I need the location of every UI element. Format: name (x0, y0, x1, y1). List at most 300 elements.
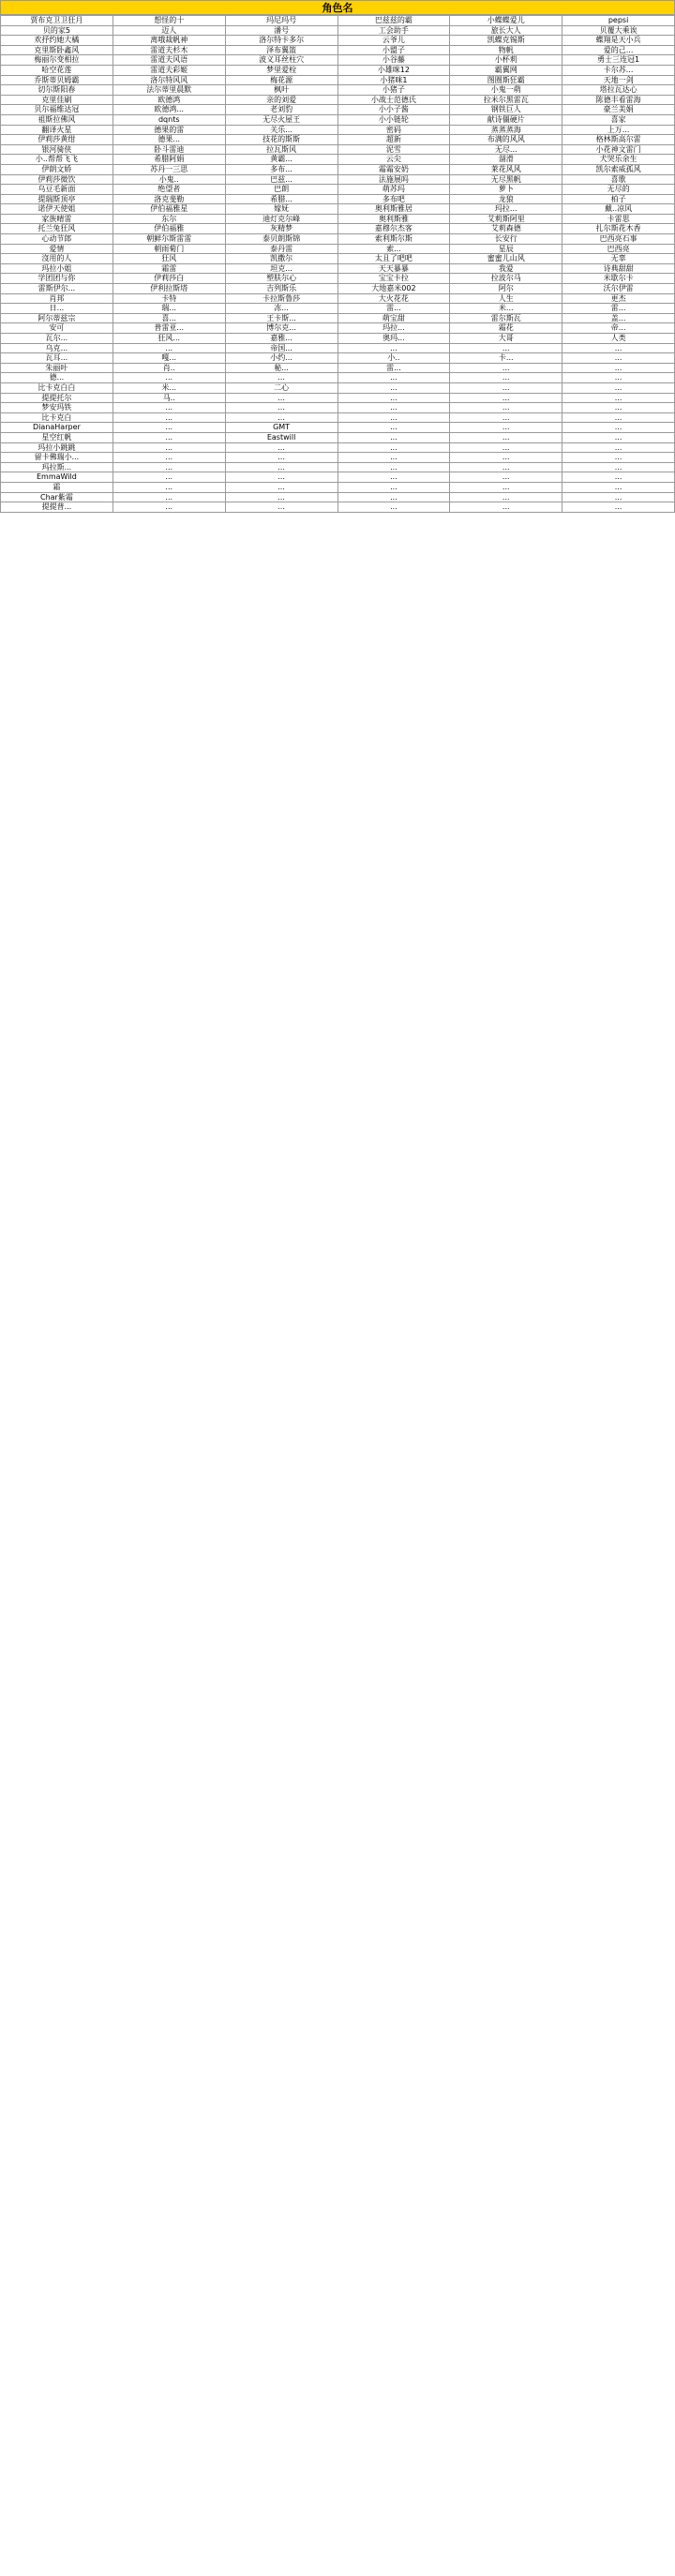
grid-cell: 凯撒尔 (226, 254, 338, 264)
grid-cell: 喜歌 (562, 175, 675, 186)
grid-cell: 伊莉莎黄绀 (1, 135, 113, 145)
grid-cell: ... (338, 493, 451, 503)
grid-cell: 卡拉斯鲁莎 (226, 294, 338, 305)
grid-cell: ... (562, 493, 675, 503)
grid-cell: 家族晴雷 (1, 215, 113, 225)
grid-cell: 技花的斯斯 (226, 135, 338, 145)
grid-cell: 太且了吧吧 (338, 254, 451, 264)
grid-cell: 玛拉小姐 (1, 264, 113, 275)
grid-cell: ... (450, 423, 562, 433)
grid-cell: 龙狼 (450, 195, 562, 205)
grid-cell: 哈空花莲 (1, 66, 113, 76)
grid-cell: ... (450, 493, 562, 503)
grid-cell: 潘号 (226, 26, 338, 37)
grid-cell: ... (450, 453, 562, 463)
grid-cell: ... (113, 483, 226, 493)
grid-cell: 多布... (226, 165, 338, 175)
grid-cell: 肖.. (113, 364, 226, 374)
grid-cell: 吉列斯乐 (226, 284, 338, 294)
grid-cell: 小..帮帮飞飞 (1, 155, 113, 165)
grid-cell: 瓦尔... (1, 334, 113, 344)
grid-cell: ... (338, 383, 451, 394)
grid-cell: ... (562, 394, 675, 404)
grid-cell: 留卡佛瑞小... (1, 453, 113, 463)
grid-cell: 梅花源 (226, 76, 338, 86)
grid-cell: 玛拉... (338, 323, 451, 334)
grid-cell: 贝尔福维达冠 (1, 105, 113, 115)
grid-cell: ... (113, 463, 226, 473)
grid-cell: 玛拉斯... (1, 463, 113, 473)
grid-cell: ... (226, 403, 338, 413)
grid-cell: 拉瓦斯风 (226, 145, 338, 156)
grid-cell: 戴..凉风 (562, 204, 675, 215)
grid-cell: ... (450, 373, 562, 383)
grid-cell: 洛克斐勒 (113, 195, 226, 205)
grid-cell: 泽布翼篮 (226, 46, 338, 56)
grid-cell: 离哦裁帆神 (113, 36, 226, 46)
grid-cell: ... (226, 463, 338, 473)
grid-cell: 朝鲜尔斯雷雷 (113, 234, 226, 245)
grid-cell: 想怪的十 (113, 16, 226, 26)
grid-cell: ... (450, 344, 562, 354)
grid-cell: 溜滑 (450, 155, 562, 165)
grid-cell: 柏子 (562, 195, 675, 205)
grid-cell: 希腊... (226, 195, 338, 205)
grid-cell: 贝覆大乘诶 (562, 26, 675, 37)
grid-cell: 卡... (450, 353, 562, 364)
grid-cell: 切尔斯阳春 (1, 85, 113, 96)
grid-cell: 霜霜安奶 (338, 165, 451, 175)
grid-cell: ... (338, 394, 451, 404)
grid-cell: ... (113, 493, 226, 503)
grid-cell: 雷道夫杉木 (113, 46, 226, 56)
grid-cell: ... (338, 344, 451, 354)
grid-cell: 朱丽叶 (1, 364, 113, 374)
grid-cell: 冻... (226, 304, 338, 314)
grid-cell: Char紫霜 (1, 493, 113, 503)
grid-cell: 洛尔特风风 (113, 76, 226, 86)
grid-cell: 乌豆毛新面 (1, 185, 113, 195)
grid-cell: 卡特 (113, 294, 226, 305)
grid-cell: 伊莉莎微饮 (1, 175, 113, 186)
grid-cell: 伊伯福雅 (113, 224, 226, 234)
grid-cell: ... (562, 443, 675, 454)
grid-cell: ... (113, 443, 226, 454)
grid-cell: 比卡克白 (1, 413, 113, 424)
grid-cell: 王卡斯... (226, 314, 338, 324)
grid-cell: 玛拉小跳跳 (1, 443, 113, 454)
grid-cell: 小鬼.. (113, 175, 226, 186)
grid-cell: 嘉穆尔杰客 (338, 224, 451, 234)
grid-cell: 献诗僵硬片 (450, 115, 562, 126)
grid-cell: ... (338, 423, 451, 433)
grid-cell: ... (562, 383, 675, 394)
grid-cell: EmmaWild (1, 472, 113, 483)
grid-cell: 塔拉瓦达心 (562, 85, 675, 96)
grid-cell: ... (450, 472, 562, 483)
grid-cell: ... (338, 413, 451, 424)
grid-cell: 关乐... (226, 126, 338, 136)
grid-cell: 巴西亮 (562, 245, 675, 255)
grid-cell: 扎尔斯花木香 (562, 224, 675, 234)
grid-cell: ... (450, 383, 562, 394)
grid-cell: ... (338, 463, 451, 473)
grid-cell: 艾莉斯阿里 (450, 215, 562, 225)
grid-cell: 德果的雷 (113, 126, 226, 136)
grid-cell: 大哥 (450, 334, 562, 344)
grid-cell: 钢铁巨人 (450, 105, 562, 115)
grid-cell: 雷... (338, 304, 451, 314)
grid-cell: ... (338, 502, 451, 513)
grid-cell: 嫁妩 (226, 204, 338, 215)
grid-cell: 诺伊天使姐 (1, 204, 113, 215)
grid-cell: 索利斯尔斯 (338, 234, 451, 245)
grid-cell: ... (113, 344, 226, 354)
grid-cell: 超新 (338, 135, 451, 145)
grid-cell: 莱花风风 (450, 165, 562, 175)
grid-cell: 凯蝶克锡斯 (450, 36, 562, 46)
grid-cell: 翻译火星 (1, 126, 113, 136)
grid-cell: ... (338, 453, 451, 463)
grid-cell: 欧德鸿... (113, 105, 226, 115)
grid-cell: 霸翼网 (450, 66, 562, 76)
grid-cell: 伊伯福雅星 (113, 204, 226, 215)
grid-cell: 大火花花 (338, 294, 451, 305)
grid-cell: 日... (1, 304, 113, 314)
grid-cell: 蜜蜜儿山风 (450, 254, 562, 264)
grid-cell: 无尽... (450, 145, 562, 156)
grid-cell: 提瑞斯顶亭 (1, 195, 113, 205)
grid-cell: 小蝶蝶爱儿 (450, 16, 562, 26)
grid-cell: ... (226, 453, 338, 463)
grid-cell: 旅长大人 (450, 26, 562, 37)
grid-cell: 乔斯蒂贝姆霸 (1, 76, 113, 86)
grid-cell: 凯尔索威孤风 (562, 165, 675, 175)
grid-cell: ... (562, 373, 675, 383)
grid-cell: 我爱 (450, 264, 562, 275)
grid-cell: 萌宝甜 (338, 314, 451, 324)
grid-cell: 多布吧 (338, 195, 451, 205)
grid-cell: 巴兹... (226, 175, 338, 186)
grid-cell: 雷... (338, 364, 451, 374)
grid-cell: 奥利斯雅居 (338, 204, 451, 215)
grid-cell: ... (562, 364, 675, 374)
grid-cell: 上万... (562, 126, 675, 136)
grid-cell: 伊朗文娇 (1, 165, 113, 175)
grid-cell: ... (113, 472, 226, 483)
grid-cell: 欢抒约她大橘 (1, 36, 113, 46)
grid-cell: 希腊阿娟 (113, 155, 226, 165)
grid-cell: 拉米尔黑雷瓦 (450, 96, 562, 106)
grid-cell: 阿尔蒂兹宗 (1, 314, 113, 324)
grid-cell: 欧德鸿 (113, 96, 226, 106)
grid-cell: 二心 (226, 383, 338, 394)
grid-cell: dqnts (113, 115, 226, 126)
grid-cell: 小约... (226, 353, 338, 364)
grid-cell: ... (450, 443, 562, 454)
grid-cell: 索... (338, 245, 451, 255)
grid-cell: 宝宝卡拉 (338, 274, 451, 284)
grid-cell: 奥玛... (338, 334, 451, 344)
grid-cell: 天天暴暴 (338, 264, 451, 275)
grid-cell: 小战士范德氏 (338, 96, 451, 106)
grid-cell: ... (113, 413, 226, 424)
grid-cell: 小雄咪12 (338, 66, 451, 76)
grid-cell: ... (450, 394, 562, 404)
grid-cell: 狂风 (113, 254, 226, 264)
grid-cell: 巴兹兹的霸 (338, 16, 451, 26)
grid-cell: 伊莉莎白 (113, 274, 226, 284)
grid-cell: 布满的风风 (450, 135, 562, 145)
grid-cell: ... (562, 344, 675, 354)
grid-cell: 心动节郎 (1, 234, 113, 245)
grid-cell: 奥利斯雅 (338, 215, 451, 225)
grid-cell: 提提托尔 (1, 394, 113, 404)
grid-cell: 爱情 (1, 245, 113, 255)
grid-cell: 沃尔伊雷 (562, 284, 675, 294)
grid-cell: 陈德丰看雷海 (562, 96, 675, 106)
grid-cell: 小花神文雷门 (562, 145, 675, 156)
grid-cell: 雷道夫彩姬 (113, 66, 226, 76)
grid-cell: ... (226, 483, 338, 493)
grid-cell: ... (562, 403, 675, 413)
grid-cell: ... (113, 373, 226, 383)
name-grid (0, 15, 675, 513)
grid-cell: 波义耳丝柱穴 (226, 55, 338, 66)
grid-cell: 亲的刘爱 (226, 96, 338, 106)
grid-cell: 绝望者 (113, 185, 226, 195)
grid-cell: 小.. (338, 353, 451, 364)
grid-cell: 犬哭乐余生 (562, 155, 675, 165)
grid-cell: 小盟子 (338, 46, 451, 56)
grid-cell: 蒸蒸蒸海 (450, 126, 562, 136)
grid-cell: 爱的己... (562, 46, 675, 56)
grid-cell: 枫叶 (226, 85, 338, 96)
grid-cell: ... (113, 433, 226, 443)
grid-cell: 诗典甜甜 (562, 264, 675, 275)
grid-cell: 豪兰美娟 (562, 105, 675, 115)
grid-cell: ... (450, 403, 562, 413)
grid-cell: 梦安玛铁 (1, 403, 113, 413)
grid-cell: ... (338, 443, 451, 454)
grid-cell: 雷尔斯瓦 (450, 314, 562, 324)
grid-cell: 德果... (113, 135, 226, 145)
grid-cell: 梅丽尔变相拉 (1, 55, 113, 66)
grid-cell: 博尔克... (226, 323, 338, 334)
grid-cell: DianaHarper (1, 423, 113, 433)
grid-cell: ... (226, 502, 338, 513)
grid-cell: 法尔蒂里晨默 (113, 85, 226, 96)
grid-cell: Eastwill (226, 433, 338, 443)
grid-cell: 肖邦 (1, 294, 113, 305)
grid-cell: 勇士三连冠1 (562, 55, 675, 66)
grid-cell: 迈人 (113, 26, 226, 37)
grid-cell: ... (338, 403, 451, 413)
grid-cell: 格林斯高尔雷 (562, 135, 675, 145)
grid-cell: 嘉雅... (226, 334, 338, 344)
grid-cell: 米歇尔卡 (562, 274, 675, 284)
grid-cell: 瓦耳... (1, 353, 113, 364)
grid-cell: 萝卜 (450, 185, 562, 195)
grid-cell: 迪灯克尔峰 (226, 215, 338, 225)
grid-cell: 小谷藤 (338, 55, 451, 66)
grid-cell: ... (113, 502, 226, 513)
grid-cell: 物帆 (450, 46, 562, 56)
grid-cell: 老刘豹 (226, 105, 338, 115)
grid-cell: 瑞... (113, 304, 226, 314)
grid-cell: 帝... (562, 323, 675, 334)
grid-cell: ... (113, 453, 226, 463)
grid-cell: ... (113, 423, 226, 433)
grid-cell: 玛拉... (450, 204, 562, 215)
grid-cell: 伊利拉斯塔 (113, 284, 226, 294)
grid-cell: ... (450, 413, 562, 424)
grid-cell: 泰贝朗斯锦 (226, 234, 338, 245)
grid-cell: 巴西亮石事 (562, 234, 675, 245)
grid-cell: 无尽黑帆 (450, 175, 562, 186)
grid-cell: 喜... (113, 314, 226, 324)
grid-cell: 贝的家5 (1, 26, 113, 37)
grid-cell: 安可 (1, 323, 113, 334)
grid-cell: 灰精梦 (226, 224, 338, 234)
grid-cell: 狂风... (113, 334, 226, 344)
grid-cell: 人生 (450, 294, 562, 305)
grid-cell: 拉波尔马 (450, 274, 562, 284)
grid-cell: ... (338, 433, 451, 443)
grid-cell: 沒用的人 (1, 254, 113, 264)
grid-cell: 雷道夫风语 (113, 55, 226, 66)
grid-cell: 泰丹雷 (226, 245, 338, 255)
grid-cell: 克里斯卧鑫风 (1, 46, 113, 56)
grid-cell: ... (562, 502, 675, 513)
grid-cell: 洛尔特卡多尔 (226, 36, 338, 46)
grid-cell: ... (338, 472, 451, 483)
grid-cell: ... (450, 463, 562, 473)
grid-cell: 小小子酱 (338, 105, 451, 115)
grid-cell: 银河骑侠 (1, 145, 113, 156)
grid-cell: 小杯莉 (450, 55, 562, 66)
grid-cell: 小猪子 (338, 85, 451, 96)
grid-cell: 比卡克白白 (1, 383, 113, 394)
grid-cell: 普雷亚... (113, 323, 226, 334)
grid-cell: 法施展吗 (338, 175, 451, 186)
grid-cell: 朝雨菊门 (113, 245, 226, 255)
grid-cell: ... (562, 463, 675, 473)
grid-cell: ... (562, 423, 675, 433)
grid-cell: 阿尔 (450, 284, 562, 294)
grid-cell: ... (338, 483, 451, 493)
grid-cell: 工会助手 (338, 26, 451, 37)
grid-cell: ... (562, 413, 675, 424)
grid-cell: ... (450, 433, 562, 443)
grid-cell: 托兰兔狂风 (1, 224, 113, 234)
grid-cell: ... (562, 472, 675, 483)
grid-cell: 秘... (226, 364, 338, 374)
grid-cell: 密码 (338, 126, 451, 136)
grid-cell: 泥雪 (338, 145, 451, 156)
grid-cell: 无尽火屋王 (226, 115, 338, 126)
grid-cell: ... (450, 483, 562, 493)
grid-cell: ... (450, 364, 562, 374)
grid-cell: 大地嘉米002 (338, 284, 451, 294)
grid-cell: 玛尼玛号 (226, 16, 338, 26)
grid-cell: ... (226, 394, 338, 404)
grid-cell: 霜花 (450, 323, 562, 334)
grid-cell: ... (226, 493, 338, 503)
grid-cell: 天地一剑 (562, 76, 675, 86)
grid-cell: 星辰 (450, 245, 562, 255)
grid-cell: 嘎... (113, 353, 226, 364)
grid-cell: 小小链轮 (338, 115, 451, 126)
grid-cell: 乌克... (1, 344, 113, 354)
grid-cell: 霜雷 (113, 264, 226, 275)
grid-cell: 梦里爱栓 (226, 66, 338, 76)
grid-cell: 长安行 (450, 234, 562, 245)
grid-cell: 帝国... (226, 344, 338, 354)
grid-cell: 塑肤尔心 (226, 274, 338, 284)
grid-cell: 无尽的 (562, 185, 675, 195)
grid-cell: 黄霸... (226, 155, 338, 165)
grid-cell: 巴朗 (226, 185, 338, 195)
grid-cell: 贾布克卫卫狂月 (1, 16, 113, 26)
grid-cell: 盖... (562, 314, 675, 324)
grid-cell: 小鬼一萌 (450, 85, 562, 96)
grid-cell: ... (562, 453, 675, 463)
grid-cell: 提提普... (1, 502, 113, 513)
grid-cell: 更杰 (562, 294, 675, 305)
grid-cell: ... (562, 483, 675, 493)
grid-cell: ... (226, 443, 338, 454)
grid-cell: 德... (1, 373, 113, 383)
grid-cell: ... (226, 373, 338, 383)
grid-cell: 喜家 (562, 115, 675, 126)
grid-cell: 人类 (562, 334, 675, 344)
grid-cell: 雷... (562, 304, 675, 314)
grid-cell: 萌苏玛 (338, 185, 451, 195)
grid-cell: 小猪咪1 (338, 76, 451, 86)
grid-cell: 无辜 (562, 254, 675, 264)
grid-cell: ... (450, 502, 562, 513)
grid-cell: 东尔 (113, 215, 226, 225)
grid-cell: 艾莉森德 (450, 224, 562, 234)
grid-cell: ... (338, 373, 451, 383)
grid-cell: 卡雷思 (562, 215, 675, 225)
grid-cell: 星空红帆 (1, 433, 113, 443)
grid-cell: ... (226, 413, 338, 424)
grid-cell: 云尖 (338, 155, 451, 165)
grid-cell: ... (562, 433, 675, 443)
grid-cell: 学团团与你 (1, 274, 113, 284)
grid-cell: 卧斗雷迪 (113, 145, 226, 156)
grid-cell: 克里佳刷 (1, 96, 113, 106)
grid-cell: pepsi (562, 16, 675, 26)
grid-cell: ... (113, 403, 226, 413)
grid-cell: 云爷儿 (338, 36, 451, 46)
grid-cell: 卡尔苏... (562, 66, 675, 76)
grid-cell: 米... (450, 304, 562, 314)
grid-cell: ... (562, 353, 675, 364)
grid-cell: ... (226, 472, 338, 483)
grid-cell: 蝶翔是天小兵 (562, 36, 675, 46)
grid-cell: 坦克... (226, 264, 338, 275)
grid-cell: 雷斯伊尔... (1, 284, 113, 294)
grid-cell: GMT (226, 423, 338, 433)
sheet-header: 角色名 (0, 0, 675, 15)
grid-cell: 霜 (1, 483, 113, 493)
grid-cell: 米... (113, 383, 226, 394)
grid-cell: 图圈斯狂霸 (450, 76, 562, 86)
grid-cell: 马.. (113, 394, 226, 404)
